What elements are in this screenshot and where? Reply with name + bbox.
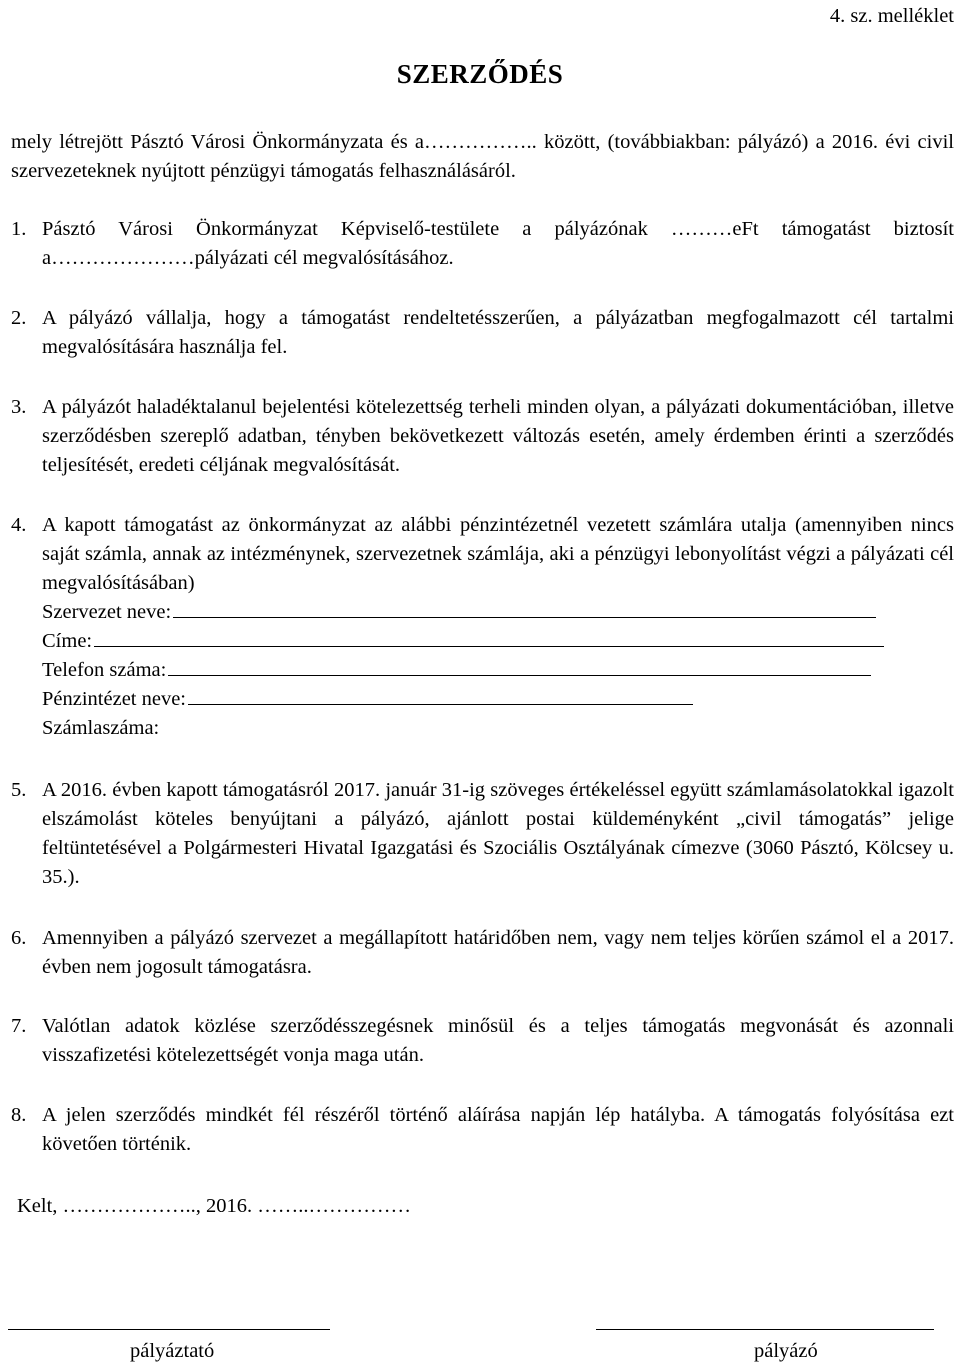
signature-label-left: pályáztató	[130, 1340, 215, 1362]
clause-number: 3.	[11, 396, 27, 418]
clause-4	[11, 511, 954, 743]
account-number-field	[42, 714, 954, 743]
place-date-line: Kelt, ……………….., 2016. ……..……………	[17, 1195, 412, 1217]
phone-field	[42, 656, 954, 685]
clause-5	[11, 776, 954, 892]
clause-number: 5.	[11, 779, 27, 801]
signature-line-right	[596, 1329, 934, 1330]
clause-number: 1.	[11, 218, 27, 240]
clause-text: Valótlan adatok közlése szerződésszegésnek minősül és a teljes támogatás megvonását és azonnali visszafizetési kötelezettségét vonja maga után.	[42, 1015, 954, 1066]
clause-text: Amennyiben a pályázó szervezet a megállapított határidőben nem, vagy nem teljes körűen számol el a 2017. évben nem jogosult támogatásra.	[42, 927, 954, 978]
clause-7	[11, 1012, 954, 1070]
intro-paragraph: mely létrejött Pásztó Városi Önkormányzata és a…………….. között, (továbbiakban: pályázó) a 2016. évi civil szervezeteknek nyújtott pénzügyi támogatás felhasználásáról.	[11, 131, 954, 182]
bank-field	[42, 685, 954, 714]
clause-text: A jelen szerződés mindkét fél részéről történő aláírása napján lép hatályba. A támogatás folyósítása ezt követően történik.	[42, 1104, 954, 1155]
clause-number: 7.	[11, 1015, 27, 1037]
clause-3	[11, 393, 954, 480]
clause-text: A pályázó vállalja, hogy a támogatást rendeltetésszerűen, a pályázatban megfogalmazott cél tartalmi megvalósítására használja fel.	[42, 307, 954, 358]
annex-label: 4. sz. melléklet	[829, 5, 954, 27]
account-fields	[42, 598, 954, 743]
clause-6	[11, 924, 954, 982]
document-title: SZERZŐDÉS	[396, 59, 564, 89]
clause-text: A 2016. évben kapott támogatásról 2017. január 31-ig szöveges értékeléssel együtt számlamásolatokkal igazolt elszámolást köteles benyújtani a pályázó, ajánlott postai küldeményként „civil támogatás” jelige feltüntetésével a Polgármesteri Hivatal Igazgatási és Szociális Osztályának címezve (3060 Pásztó, Kölcsey u. 35.).	[42, 779, 954, 888]
bank-line	[188, 704, 693, 705]
address-label: Címe:	[42, 630, 93, 652]
address-line	[94, 646, 884, 647]
signature-label-right: pályázó	[754, 1340, 818, 1362]
clause-text: A kapott támogatást az önkormányzat az alábbi pénzintézetnél vezetett számlára utalja (amennyiben nincs saját számla, annak az intézménynek, szervezetnek számlája, aki a pénzügyi lebonyolítást végzi a pályázati cél megvalósításában)	[42, 514, 954, 594]
bank-label: Pénzintézet neve:	[42, 688, 187, 710]
clause-text: Pásztó Városi Önkormányzat Képviselő-testülete a pályázónak ………eFt támogatást biztosít a…………………pályázati cél megvalósításához.	[42, 218, 954, 269]
signature-line-left	[8, 1329, 330, 1330]
clause-text: A pályázót haladéktalanul bejelentési kötelezettség terheli minden olyan, a pályázati dokumentációban, illetve szerződésben szereplő adatban, tényben bekövetkezett változás esetén, amely érdemben érinti a szerződés teljesítését, eredeti céljának megvalósítását.	[42, 396, 954, 476]
clause-number: 2.	[11, 307, 27, 329]
address-field	[42, 627, 954, 656]
org-name-line	[173, 617, 876, 618]
org-name-label: Szervezet neve:	[42, 601, 172, 623]
phone-line	[168, 675, 871, 676]
clause-1	[11, 215, 954, 273]
clause-number: 4.	[11, 514, 27, 536]
clause-2	[11, 304, 954, 362]
clause-8	[11, 1101, 954, 1159]
phone-label: Telefon száma:	[42, 659, 167, 681]
clause-number: 6.	[11, 927, 27, 949]
clause-number: 8.	[11, 1104, 27, 1126]
account-number-label: Számlaszáma:	[42, 717, 160, 739]
org-name-field	[42, 598, 954, 627]
